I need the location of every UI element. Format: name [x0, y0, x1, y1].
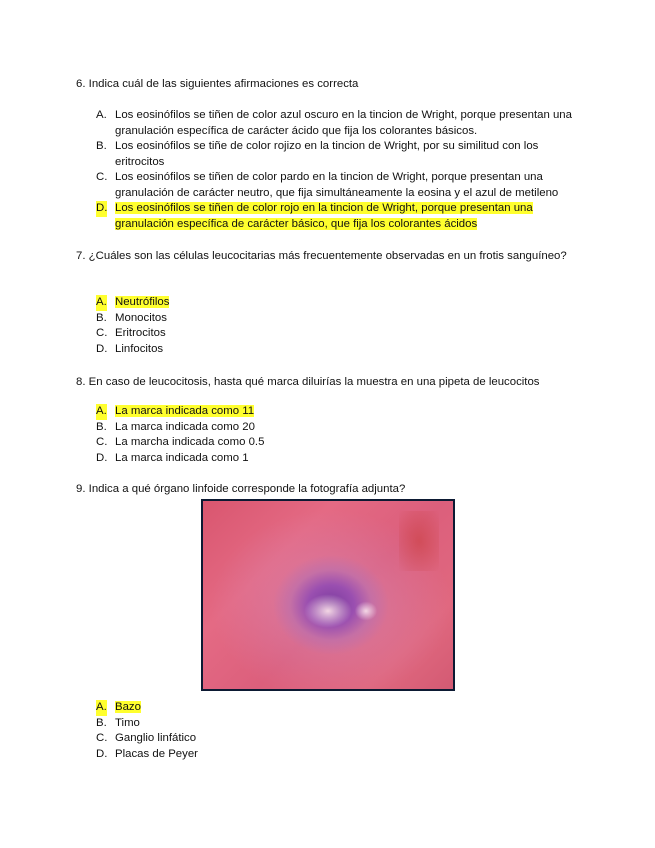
option-letter: C.: [96, 171, 108, 183]
option-text: Placas de Peyer: [115, 747, 198, 760]
option-letter: D.: [96, 201, 107, 217]
option-letter: B.: [96, 311, 107, 324]
option-text: Ganglio linfático: [115, 732, 197, 744]
option-9b: [96, 716, 586, 732]
options-list-q8: [96, 404, 586, 466]
option-7a: [96, 295, 586, 311]
question-text: ¿Cuáles son las células leucocitarias más frecuentemente observadas en un frotis sanguíneo?: [88, 250, 567, 262]
question-text: En caso de leucocitosis, hasta qué marca diluirías la muestra en una pipeta de leucocitos: [88, 376, 540, 388]
option-letter: D.: [96, 747, 108, 760]
question-text: Indica a qué órgano linfoide corresponde la fotografía adjunta?: [88, 483, 406, 495]
option-8d: [96, 451, 586, 467]
option-text-highlighted: Los eosinófilos se tiñen de color rojo en la tincion de Wright, porque presentan una granulación específica de carácter básico, que fija los colorantes ácidos: [115, 202, 533, 230]
option-text: La marca indicada como 1: [115, 451, 249, 464]
option-text: Eritrocitos: [115, 327, 166, 339]
options-list-q9: [96, 700, 586, 762]
question-text: Indica cuál de las siguientes afirmaciones es correcta: [88, 78, 359, 90]
option-text: Los eosinófilos se tiñen de color pardo en la tincion de Wright, porque presentan una granulación de carácter neutro, que fija simultáneamente la eosina y el azul de metileno: [115, 171, 559, 199]
question-number: 8.: [76, 376, 86, 388]
question-number: 9.: [76, 483, 86, 495]
option-7b: [96, 311, 586, 327]
option-text: Timo: [115, 716, 140, 729]
option-9a: [96, 700, 586, 716]
option-text: La marcha indicada como 0.5: [115, 436, 265, 448]
option-letter: D.: [96, 451, 108, 464]
option-7d: [96, 342, 586, 358]
option-6d: [96, 201, 586, 232]
question-number: 6.: [76, 78, 86, 90]
option-text-highlighted: La marca indicada como 11: [115, 405, 255, 417]
photo-detail: [399, 511, 439, 571]
option-9d: [96, 747, 586, 763]
option-6a: [96, 108, 586, 139]
option-8b: [96, 420, 586, 436]
option-text: Monocitos: [115, 311, 167, 324]
option-text: Los eosinófilos se tiñen de color azul oscuro en la tincion de Wright, porque presentan una granulación específica de carácter ácido que fija los colorantes básicos.: [115, 109, 572, 137]
option-text-highlighted: Neutrófilos: [115, 296, 170, 308]
question-7: [76, 248, 576, 264]
option-letter: C.: [96, 436, 108, 448]
option-letter: B.: [96, 716, 107, 729]
option-6c: [96, 170, 586, 201]
option-text: Los eosinófilos se tiñe de color rojizo en la tincion de Wright, por su similitud con los eritrocitos: [115, 140, 539, 168]
options-list-q6: [96, 108, 586, 232]
options-list-q7: [96, 295, 586, 357]
option-letter: A.: [96, 404, 107, 420]
option-text: La marca indicada como 20: [115, 420, 255, 433]
option-letter: C.: [96, 327, 108, 339]
option-letter: A.: [96, 700, 107, 716]
option-letter: A.: [96, 295, 107, 311]
option-text-highlighted: Bazo: [115, 701, 141, 713]
question-6: [76, 76, 576, 92]
option-letter: C.: [96, 732, 108, 744]
option-7c: [96, 326, 586, 342]
option-letter: B.: [96, 420, 107, 433]
option-letter: D.: [96, 342, 108, 355]
option-text: Linfocitos: [115, 342, 164, 355]
option-9c: [96, 731, 586, 747]
option-6b: [96, 139, 586, 170]
histology-micrograph-image: [201, 499, 455, 691]
option-8c: [96, 435, 586, 451]
question-8: [76, 374, 576, 390]
question-9: [76, 481, 576, 497]
option-letter: A.: [96, 109, 107, 121]
option-letter: B.: [96, 140, 107, 152]
question-number: 7.: [76, 250, 86, 262]
option-8a: [96, 404, 586, 420]
